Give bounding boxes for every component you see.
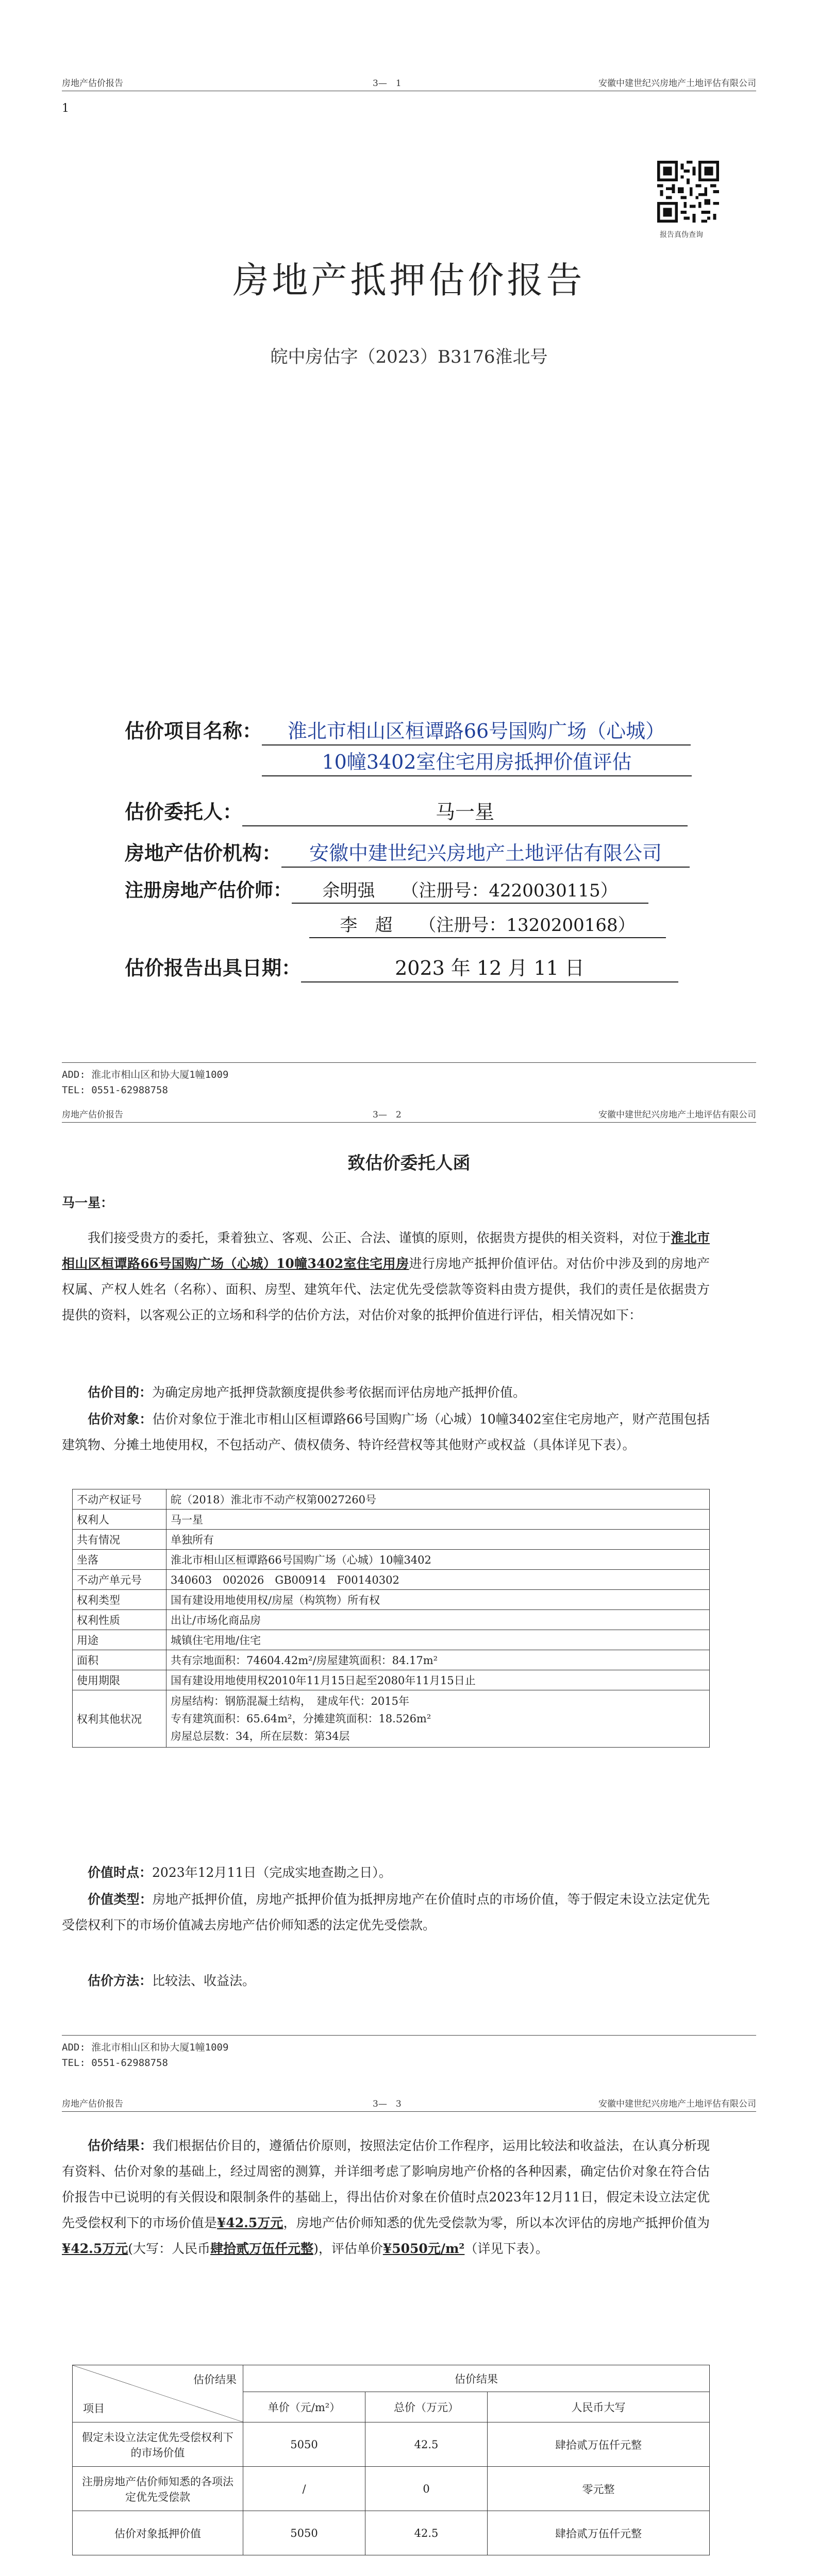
appraiser2-reg: （注册号：1320200168） xyxy=(427,915,636,936)
letter-page xyxy=(0,1108,818,2087)
client-value: 马一星 xyxy=(242,796,688,826)
header-left: 房地产估价报告 xyxy=(62,1110,123,1120)
header-left: 房地产估价报告 xyxy=(62,78,123,89)
table-value: 国有建设用地使用权2010年11月15日起至2080年11月15日止 xyxy=(166,1670,710,1690)
header-right: 安徽中建世纪兴房地产土地评估有限公司 xyxy=(598,2099,756,2109)
purpose-label: 估价目的： xyxy=(88,1385,153,1400)
table-row xyxy=(73,1510,710,1530)
appraiser2 xyxy=(309,911,666,938)
report-title: 房地产抵押估价报告 xyxy=(232,259,586,301)
chinese-amount-header: 人民币大写 xyxy=(488,2392,710,2422)
cover-page xyxy=(0,0,818,1096)
report-number: 皖中房估字（2023）B3176淮北号 xyxy=(270,347,548,367)
letter-paragraph-1 xyxy=(62,1225,710,1328)
appraiser-row-2 xyxy=(309,911,666,938)
mortgage-value: ¥42.5万元 xyxy=(62,2241,128,2256)
unit-price-header: 单价（元/m²） xyxy=(243,2392,365,2422)
other-status-line: 房屋总层数：34，所在层数：第34层 xyxy=(171,1730,350,1742)
valuation-item: 注册房地产估价师知悉的各项法定优先受偿款 xyxy=(73,2467,243,2511)
page-header xyxy=(62,1108,756,1123)
appraiser-row-1 xyxy=(125,876,648,904)
page-header xyxy=(62,2097,756,2112)
client-row xyxy=(125,796,688,826)
purpose-paragraph xyxy=(62,1380,710,1405)
table-key: 不动产单元号 xyxy=(73,1570,166,1590)
client-label: 估价委托人： xyxy=(125,800,243,823)
appraiser1-name: 余明强 xyxy=(322,880,375,901)
appraiser-label: 注册房地产估价师： xyxy=(125,879,292,901)
salutation-text: 马一星： xyxy=(62,1195,114,1210)
unit-price: ¥5050元/m² xyxy=(382,2241,465,2256)
appraiser1 xyxy=(292,876,648,904)
method-label: 估价方法： xyxy=(88,1973,153,1988)
table-key: 权利人 xyxy=(73,1510,166,1530)
table-row xyxy=(73,1670,710,1690)
result-text-e: （详见下表）。 xyxy=(464,2241,548,2256)
result-text-c: (大写：人民币 xyxy=(128,2241,211,2256)
p1-a: 我们接受贵方的委托，秉着独立、客观、公正、合法、谨慎的原则，依据贵方提供的相关资料，对位于 xyxy=(88,1230,671,1245)
valuation-item: 估价对象抵押价值 xyxy=(73,2511,243,2555)
valuation-item: 假定未设立法定优先受偿权利下的市场价值 xyxy=(73,2422,243,2467)
table-key: 共有情况 xyxy=(73,1530,166,1550)
table-value: 皖（2018）淮北市不动产权第0027260号 xyxy=(166,1489,710,1510)
object-label: 估价对象： xyxy=(88,1412,153,1427)
valuation-unit-price: 5050 xyxy=(243,2511,365,2555)
value-date-paragraph xyxy=(62,1860,710,1886)
page-footer xyxy=(62,1062,756,1098)
result-page xyxy=(0,2097,818,2576)
value-date-label: 价值时点： xyxy=(88,1865,153,1880)
page-footer xyxy=(62,2035,756,2071)
page-header xyxy=(62,76,756,91)
table-value: 马一星 xyxy=(166,1510,710,1530)
header-right: 安徽中建世纪兴房地产土地评估有限公司 xyxy=(598,78,756,89)
header-page-number: 3— 3 xyxy=(373,2099,402,2109)
project-name-value-2: 10幢3402室住宅用房抵押价值评估 xyxy=(262,746,692,776)
appraiser2-name: 李 超 xyxy=(340,915,393,936)
letter-salutation xyxy=(62,1190,644,1216)
letter-title: 致估价委托人函 xyxy=(347,1153,471,1174)
project-name-row xyxy=(125,715,691,745)
table-row xyxy=(73,1650,710,1670)
valuation-chinese: 零元整 xyxy=(488,2467,710,2511)
table-value: 340603 002026 GB00914 F00140302 xyxy=(166,1570,710,1590)
p1-c: 进行房地产抵押价值评估。对估价中涉及到的房地产权属、产权人姓名（名称）、面积、房型、建筑年代、法定优先受偿款等资料由贵方提供，我们的责任是依据贵方提供的资料，以客观公正的立场和科学的估价方法，对估价对象的抵押价值进行评估，相关情况如下： xyxy=(62,1256,710,1323)
table-row xyxy=(73,1489,710,1510)
table-value: 出让/市场化商品房 xyxy=(166,1610,710,1630)
page-mark: 1 xyxy=(62,102,69,115)
value-type-label: 价值类型： xyxy=(88,1892,153,1907)
valuation-chinese: 肆拾贰万伍仟元整 xyxy=(488,2422,710,2467)
table-key: 权利类型 xyxy=(73,1590,166,1610)
result-paragraph xyxy=(62,2133,710,2262)
project-name-label: 估价项目名称： xyxy=(125,719,262,742)
header-right: 安徽中建世纪兴房地产土地评估有限公司 xyxy=(598,1110,756,1120)
market-value: ¥42.5万元 xyxy=(216,2215,283,2230)
table-value: 淮北市相山区桓谭路66号国购广场（心城）10幢3402 xyxy=(166,1550,710,1570)
table-value xyxy=(166,1690,710,1748)
valuation-row xyxy=(73,2422,710,2467)
group-header: 估价结果 xyxy=(243,2365,710,2392)
table-key: 用途 xyxy=(73,1630,166,1650)
table-row xyxy=(73,1550,710,1570)
other-status-line: 专有建筑面积：65.64m²，分摊建筑面积：18.526m² xyxy=(171,1713,431,1725)
date-label: 估价报告出具日期： xyxy=(125,956,302,979)
value-type-text: 房地产抵押价值，房地产抵押价值为抵押房地产在价值时点的市场价值，等于假定未设立法定优先受偿权利下的市场价值减去房地产估价师知悉的法定优先受偿款。 xyxy=(62,1892,710,1933)
header-page-number: 3— 1 xyxy=(373,78,402,89)
corner-cell xyxy=(73,2365,243,2422)
valuation-chinese: 肆拾贰万伍仟元整 xyxy=(488,2511,710,2555)
org-label: 房地产估价机构： xyxy=(125,841,282,865)
footer-address: ADD: 淮北市相山区和协大厦1幢1009 xyxy=(62,1069,229,1080)
table-value: 城镇住宅用地/住宅 xyxy=(166,1630,710,1650)
qr-caption: 报告真伪查询 xyxy=(660,231,703,239)
table-key: 不动产权证号 xyxy=(73,1489,166,1510)
table-row xyxy=(73,1590,710,1610)
table-key: 坐落 xyxy=(73,1550,166,1570)
table-value: 共有宗地面积：74604.42m²/房屋建筑面积：84.17m² xyxy=(166,1650,710,1670)
method-text: 比较法、收益法。 xyxy=(152,1973,256,1988)
table-key: 面积 xyxy=(73,1650,166,1670)
date-row xyxy=(125,952,678,982)
table-value: 国有建设用地使用权/房屋（构筑物）所有权 xyxy=(166,1590,710,1610)
valuation-total: 42.5 xyxy=(365,2511,488,2555)
table-key: 使用期限 xyxy=(73,1670,166,1690)
corner-top: 估价结果 xyxy=(193,2374,237,2386)
result-text-a: 我们根据估价目的，遵循估价原则，按照法定估价工作程序，运用比较法和收益法，在认真分析现有资料、估价对象的基础上，经过周密的测算，并详细考虑了影响房地产价格的各种因素，确定估价对象在符合估价报告中已说明的有关假设和限制条件的基础上，得出估价对象在价值时点2023年12月11日，假定未设立法定优先受偿权利下的市场价值是 xyxy=(62,2138,710,2230)
footer-tel: TEL: 0551-62988758 xyxy=(62,1084,168,1096)
valuation-unit-price: / xyxy=(243,2467,365,2511)
footer-tel: TEL: 0551-62988758 xyxy=(62,2057,168,2069)
table-key: 权利其他状况 xyxy=(73,1690,166,1748)
project-name-row-2 xyxy=(262,746,692,776)
p1-object: 淮北市相山区桓谭路66号国购广场（心城）10幢3402室住宅用房 xyxy=(62,1230,710,1271)
object-text: 估价对象位于淮北市相山区桓谭路66号国购广场（心城）10幢3402室住宅房地产，财产范围包括建筑物、分摊土地使用权，不包括动产、债权债务、特许经营权等其他财产或权益（具体详见下表）。 xyxy=(62,1412,710,1452)
purpose-text: 为确定房地产抵押贷款额度提供参考依据而评估房地产抵押价值。 xyxy=(152,1385,526,1400)
total-header: 总价（万元） xyxy=(365,2392,488,2422)
other-status-line: 房屋结构：钢筋混凝土结构， 建成年代：2015年 xyxy=(171,1695,409,1707)
table-key: 权利性质 xyxy=(73,1610,166,1630)
header-page-number: 3— 2 xyxy=(373,1110,402,1120)
result-text-b: ，房地产估价师知悉的优先受偿款为零，所以本次评估的房地产抵押价值为 xyxy=(283,2215,710,2230)
corner-bottom: 项目 xyxy=(83,2402,105,2415)
result-text-d: )，评估单价 xyxy=(313,2241,383,2256)
valuation-row xyxy=(73,2467,710,2511)
result-label: 估价结果： xyxy=(88,2138,153,2153)
valuation-table xyxy=(72,2365,710,2555)
object-paragraph xyxy=(62,1406,710,1458)
appraiser1-reg: （注册号：4220030115） xyxy=(410,880,618,901)
valuation-total: 0 xyxy=(365,2467,488,2511)
property-table xyxy=(72,1489,710,1748)
mortgage-value-cn: 肆拾贰万伍仟元整 xyxy=(210,2241,314,2256)
table-row xyxy=(73,1690,710,1748)
project-name-value-1: 淮北市相山区桓谭路66号国购广场（心城） xyxy=(262,715,691,745)
footer-address: ADD: 淮北市相山区和协大厦1幢1009 xyxy=(62,2042,229,2053)
org-value: 安徽中建世纪兴房地产土地评估有限公司 xyxy=(281,837,690,868)
valuation-row xyxy=(73,2511,710,2555)
valuation-total: 42.5 xyxy=(365,2422,488,2467)
org-row xyxy=(125,837,690,868)
date-value: 2023 年 12 月 11 日 xyxy=(301,952,678,982)
value-type-paragraph xyxy=(62,1887,710,1938)
method-paragraph xyxy=(62,1968,710,1994)
table-row xyxy=(73,1630,710,1650)
table-value: 单独所有 xyxy=(166,1530,710,1550)
qr-code-icon[interactable] xyxy=(657,161,719,223)
valuation-unit-price: 5050 xyxy=(243,2422,365,2467)
table-row xyxy=(73,1530,710,1550)
table-row xyxy=(73,1610,710,1630)
header-left: 房地产估价报告 xyxy=(62,2099,123,2109)
value-date-text: 2023年12月11日（完成实地查勘之日）。 xyxy=(152,1865,392,1880)
table-row xyxy=(73,1570,710,1590)
